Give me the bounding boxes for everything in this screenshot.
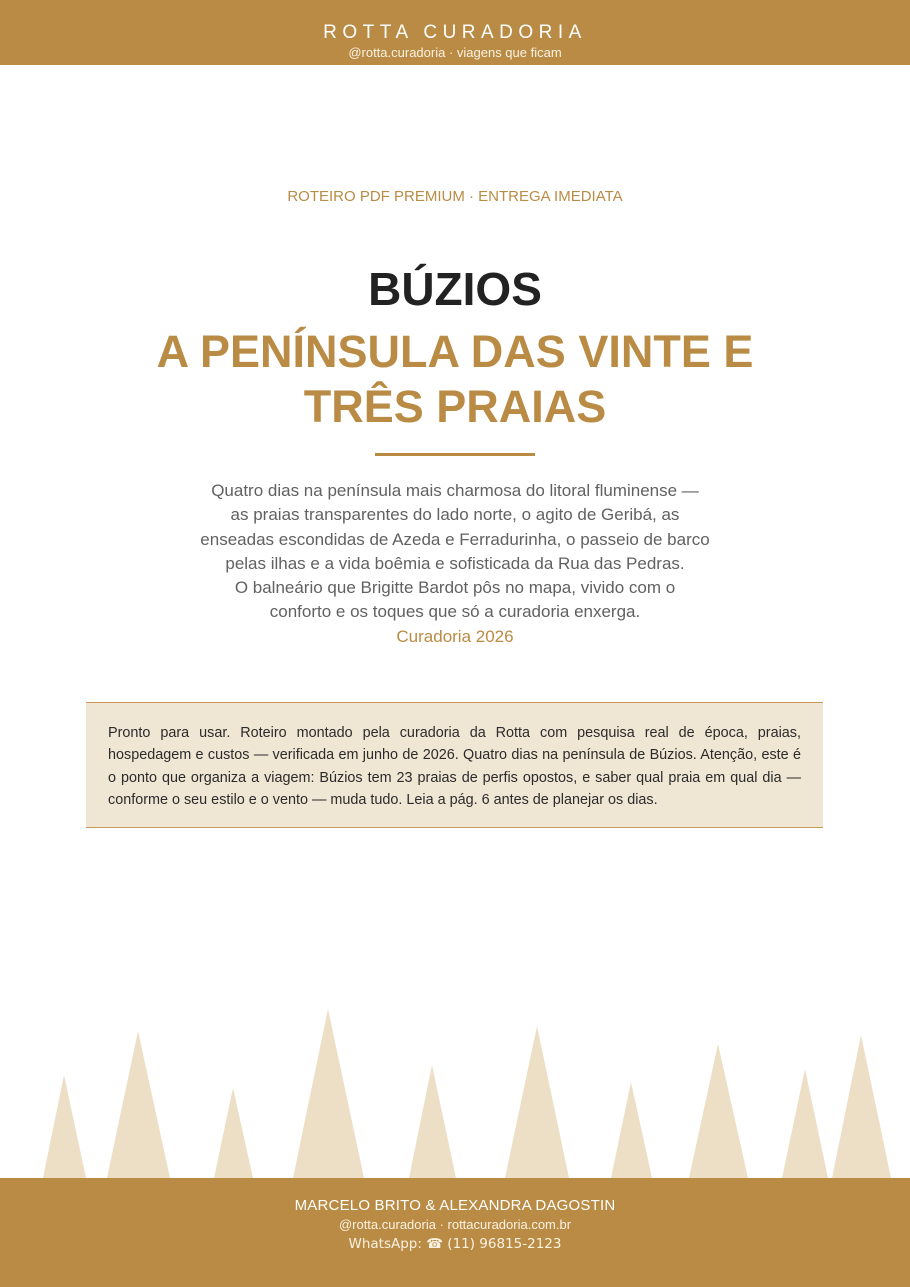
page-subtitle bbox=[120, 324, 790, 434]
page-title: BÚZIOS bbox=[368, 263, 542, 315]
eyebrow-label: ROTEIRO PDF PREMIUM · ENTREGA IMEDIATA bbox=[287, 188, 623, 205]
intro-line: enseadas escondidas de Azeda e Ferradurinha, o passeio de barco bbox=[200, 529, 710, 549]
intro-line: O balneário que Brigitte Bardot pôs no mapa, vivido com o bbox=[234, 578, 676, 598]
brand-name: ROTTA CURADORIA bbox=[323, 22, 587, 43]
peak-shape bbox=[782, 1069, 828, 1178]
subtitle-line: A PENÍNSULA DAS VINTE E bbox=[156, 326, 754, 377]
peak-shape bbox=[107, 1031, 170, 1178]
peak-shape bbox=[293, 1009, 364, 1178]
peak-shape bbox=[832, 1035, 891, 1178]
footer-whatsapp: WhatsApp: ☎ (11) 96815-2123 bbox=[348, 1236, 562, 1252]
peak-shape bbox=[409, 1065, 456, 1178]
subtitle-line: TRÊS PRAIAS bbox=[303, 381, 607, 432]
info-callout bbox=[86, 702, 823, 828]
top-banner bbox=[0, 0, 910, 65]
footer-links: @rotta.curadoria · rottacuradoria.com.br bbox=[338, 1217, 572, 1232]
peak-shape bbox=[611, 1082, 652, 1178]
footer-banner bbox=[0, 1178, 910, 1287]
peak-shape bbox=[214, 1088, 253, 1178]
peak-shape bbox=[43, 1075, 86, 1178]
title-divider bbox=[375, 453, 535, 456]
intro-line: Quatro dias na península mais charmosa do litoral fluminense — bbox=[211, 481, 699, 500]
peaks-decoration bbox=[0, 1000, 910, 1180]
intro-line: as praias transparentes do lado norte, o agito de Geribá, as bbox=[230, 505, 680, 525]
peak-shape bbox=[505, 1026, 569, 1178]
intro-paragraph bbox=[180, 479, 730, 625]
callout-text: Pronto para usar. Roteiro montado pela curadoria da Rotta com pesquisa real de época, praias, hospedagem e custos — verificada em junho de 2026. Quatro dias na península de Búzios. Atenção, este é o ponto que organiza a viagem: Búzios tem 23 praias de perfis opostos, e saber qual praia em qual dia — conforme o seu estilo e o vento — muda tudo. Leia a pág. 6 antes de planejar os dias. bbox=[108, 725, 801, 808]
intro-line: pelas ilhas e a vida boêmia e sofisticada da Rua das Pedras. bbox=[225, 553, 685, 573]
footer-authors: MARCELO BRITO & ALEXANDRA DAGOSTIN bbox=[294, 1197, 616, 1214]
peak-shape bbox=[689, 1044, 748, 1178]
intro-line: conforto e os toques que só a curadoria enxerga. bbox=[269, 602, 641, 622]
curation-year: Curadoria 2026 bbox=[396, 627, 514, 646]
brand-tagline: @rotta.curadoria · viagens que ficam bbox=[348, 45, 562, 60]
